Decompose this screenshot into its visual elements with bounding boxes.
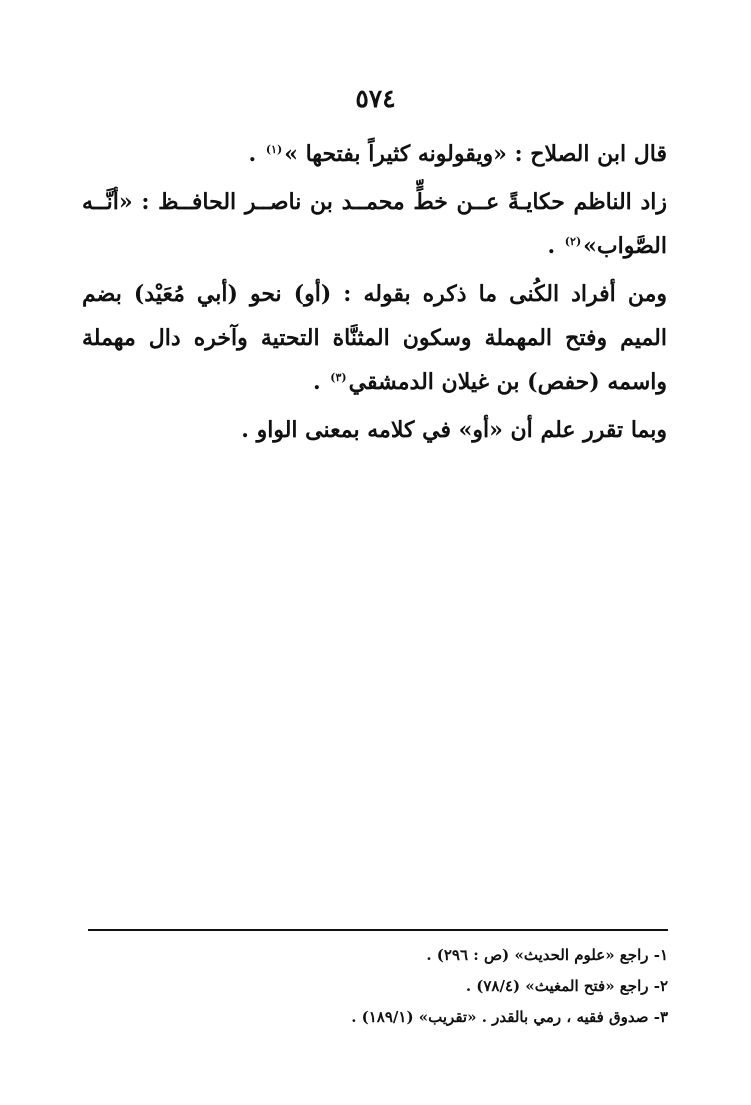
paragraph-text: زاد الناظم حكايـةً عــن خطٍّ محمــد بن ناصــر الحافــظ : «أنَّــه الصَّواب»: [82, 189, 667, 259]
page-number: ٥٧٤: [355, 84, 396, 113]
footnote-item: ١- راجع «علوم الحديث» (ص : ٢٩٦) .: [426, 946, 668, 964]
paragraph-text: قال ابن الصلاح : «ويقولونه كثيراً بفتحها »: [284, 141, 667, 167]
main-text: [82, 132, 667, 456]
paragraph: [82, 272, 667, 404]
footnote-reference: (٣): [330, 370, 347, 384]
footnote-reference: (٢): [564, 234, 582, 248]
footnote-divider: [88, 929, 668, 931]
paragraph: [82, 180, 667, 268]
paragraph-text: وبما تقرر علم أن «أو» في كلامه بمعنى الواو .: [241, 417, 667, 443]
paragraph-tail: .: [547, 233, 563, 259]
footnote-reference: (١): [265, 142, 283, 156]
footnote-item: ٢- راجع «فتح المغيث» (٧٨/٤) .: [465, 977, 668, 995]
footnotes: [88, 940, 668, 1033]
paragraph-tail: .: [248, 141, 264, 167]
paragraph-tail: .: [312, 369, 329, 395]
paragraph: [82, 132, 667, 176]
paragraph-text: ومن أفراد الكُنى ما ذكره بقوله : (أو) نحو (أبي مُعَيْد) بضم الميم وفتح المهملة وسكون المثنَّاة التحتية وآخره دال مهملة واسمه (حفص) بن غيلان الدمشقي: [82, 281, 667, 395]
footnote-item: ٣- صدوق فقيه ، رمي بالقدر . «تقريب» (١٨٩/١) .: [351, 1008, 668, 1026]
paragraph: [82, 408, 667, 452]
